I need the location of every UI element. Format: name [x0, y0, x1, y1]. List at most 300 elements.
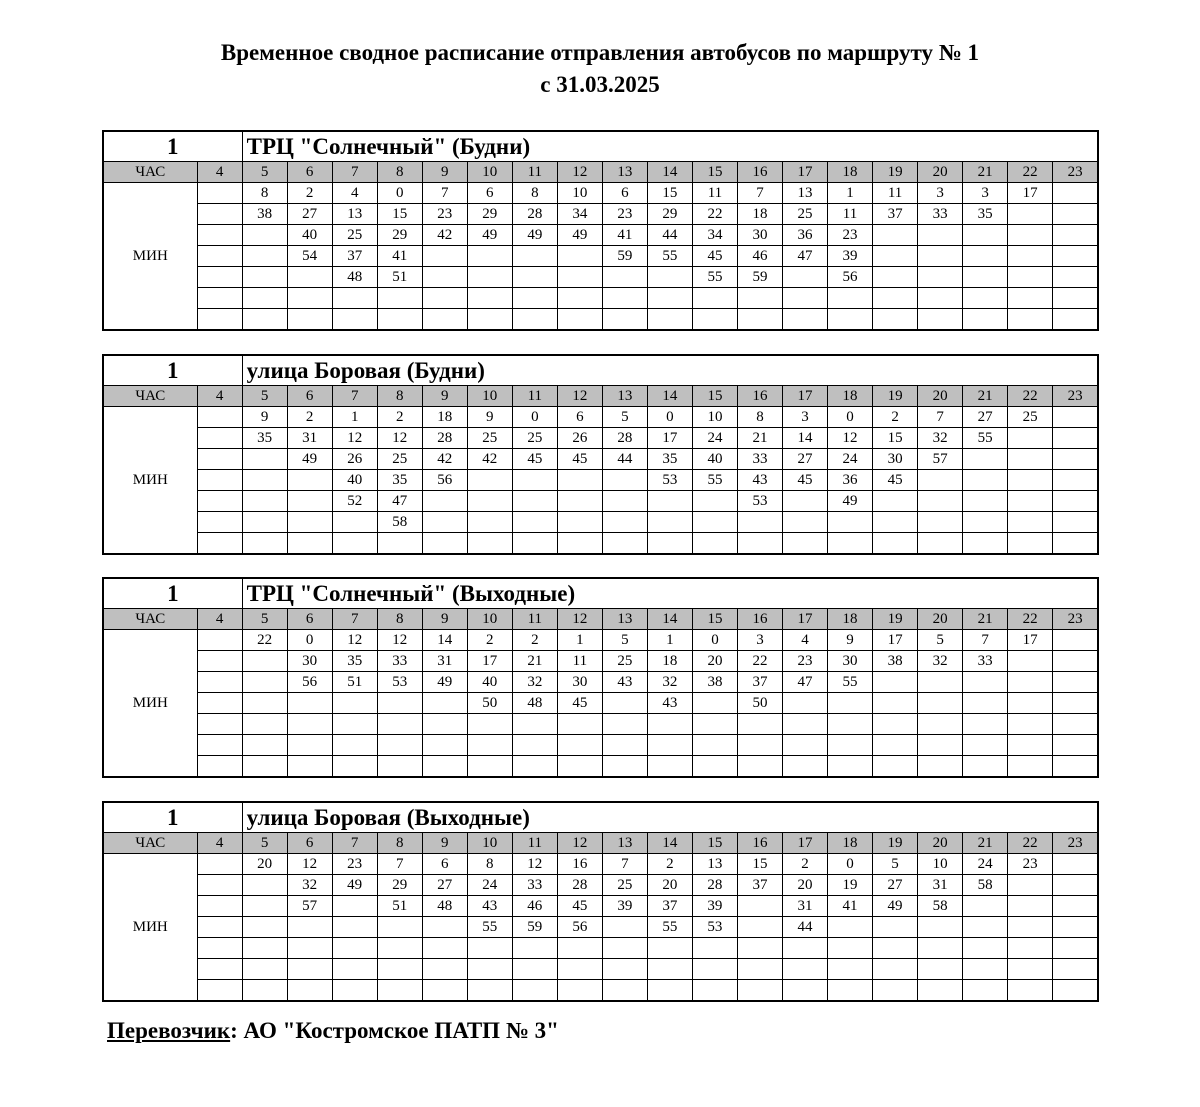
minute-cell: 49 [557, 225, 602, 246]
carrier-line [107, 1016, 559, 1046]
minute-cell-empty [197, 959, 242, 980]
hour-cell: 17 [782, 162, 827, 183]
minute-cell: 5 [602, 630, 647, 651]
minute-cell-empty [377, 309, 422, 331]
minute-cell-empty [467, 470, 512, 491]
minute-cell: 51 [332, 672, 377, 693]
minute-cell: 35 [377, 470, 422, 491]
minute-cell-empty [422, 267, 467, 288]
hour-cell: 20 [918, 386, 963, 407]
minute-cell-empty [963, 693, 1008, 714]
minute-cell-empty [557, 309, 602, 331]
minute-cell: 40 [332, 470, 377, 491]
minute-cell-empty [692, 714, 737, 735]
hour-label: ЧАС [103, 833, 197, 854]
minute-cell-empty [242, 491, 287, 512]
hour-cell: 8 [377, 162, 422, 183]
hour-cell: 6 [287, 833, 332, 854]
minute-cell: 59 [512, 917, 557, 938]
minute-cell-empty [197, 428, 242, 449]
minute-cell: 17 [1008, 630, 1053, 651]
minute-cell: 42 [422, 225, 467, 246]
minute-cell: 47 [783, 672, 828, 693]
minute-cell: 53 [692, 917, 737, 938]
minute-cell-empty [287, 491, 332, 512]
minute-cell-empty [467, 735, 512, 756]
minute-cell-empty [422, 288, 467, 309]
hour-cell: 14 [647, 833, 692, 854]
minute-cell-empty [602, 756, 647, 778]
hour-cell: 22 [1008, 162, 1053, 183]
minute-cell-empty [782, 288, 827, 309]
minute-cell: 31 [422, 651, 467, 672]
minute-cell: 59 [737, 267, 782, 288]
minute-cell-empty [512, 980, 557, 1002]
minute-cell: 23 [1008, 854, 1053, 875]
minute-cell: 49 [467, 225, 512, 246]
minute-cell-empty [422, 533, 467, 555]
minute-cell-empty [963, 309, 1008, 331]
minute-cell: 14 [782, 428, 827, 449]
minute-cell-empty [602, 512, 647, 533]
hour-cell: 6 [287, 162, 332, 183]
minute-cell-empty [647, 533, 692, 555]
minute-cell-empty [1053, 980, 1098, 1002]
minute-cell: 43 [737, 470, 782, 491]
minute-cell: 15 [873, 428, 918, 449]
minute-cell: 7 [377, 854, 422, 875]
hour-cell: 19 [873, 833, 918, 854]
minute-cell-empty [782, 533, 827, 555]
minute-cell-empty [873, 917, 918, 938]
minute-cell: 51 [377, 267, 422, 288]
minute-cell-empty [737, 917, 782, 938]
minute-cell: 36 [828, 470, 873, 491]
minute-cell-empty [782, 938, 827, 959]
minute-cell-empty [1008, 428, 1053, 449]
hour-cell: 21 [963, 162, 1008, 183]
minute-cell: 29 [377, 875, 422, 896]
minute-cell-empty [242, 875, 287, 896]
minute-cell: 25 [332, 225, 377, 246]
minute-cell: 38 [873, 651, 918, 672]
minute-cell-empty [332, 980, 377, 1002]
minute-cell-empty [737, 533, 782, 555]
minute-cell-empty [647, 938, 692, 959]
minute-cell: 31 [782, 896, 827, 917]
minute-cell-empty [377, 735, 422, 756]
minute-cell-empty [963, 672, 1008, 693]
minute-cell-empty [918, 246, 963, 267]
hour-cell: 10 [467, 609, 512, 630]
minute-cell-empty [828, 512, 873, 533]
schedule-table [102, 354, 1099, 555]
minute-cell-empty [197, 309, 242, 331]
minute-cell-empty [557, 938, 602, 959]
hour-cell: 14 [647, 609, 692, 630]
minute-cell: 44 [647, 225, 692, 246]
minute-cell-empty [963, 512, 1008, 533]
minute-cell: 23 [422, 204, 467, 225]
minute-cell: 11 [557, 651, 602, 672]
minute-cell-empty [512, 512, 557, 533]
minute-cell: 4 [783, 630, 828, 651]
hour-cell: 9 [422, 162, 467, 183]
minute-cell-empty [737, 959, 782, 980]
minute-cell: 49 [873, 896, 918, 917]
minute-cell-empty [197, 917, 242, 938]
minute-cell-empty [242, 735, 287, 756]
minute-cell-empty [918, 309, 963, 331]
minute-cell: 2 [287, 407, 332, 428]
minute-cell: 6 [467, 183, 512, 204]
minute-cell: 3 [782, 407, 827, 428]
hour-cell: 10 [467, 386, 512, 407]
minute-cell: 53 [377, 672, 422, 693]
minute-cell: 2 [467, 630, 512, 651]
minute-cell: 45 [557, 693, 602, 714]
minute-cell-empty [1053, 693, 1098, 714]
minute-cell-empty [377, 756, 422, 778]
minute-cell: 45 [692, 246, 737, 267]
minute-cell-empty [1008, 491, 1053, 512]
minute-cell-empty [692, 980, 737, 1002]
minute-cell-empty [828, 693, 873, 714]
minute-cell-empty [1053, 533, 1098, 555]
hour-cell: 19 [873, 162, 918, 183]
hour-cell: 12 [557, 162, 602, 183]
minute-cell: 34 [557, 204, 602, 225]
minute-cell-empty [602, 959, 647, 980]
minute-cell-empty [287, 959, 332, 980]
minute-cell: 59 [602, 246, 647, 267]
hour-cell: 4 [197, 833, 242, 854]
minute-cell-empty [737, 714, 782, 735]
minute-cell: 21 [512, 651, 557, 672]
minute-cell: 38 [242, 204, 287, 225]
minute-cell-empty [512, 533, 557, 555]
minute-cell-empty [287, 512, 332, 533]
minute-cell-empty [242, 651, 287, 672]
minute-cell: 24 [963, 854, 1008, 875]
hour-cell: 16 [737, 609, 782, 630]
minute-cell-empty [737, 309, 782, 331]
minute-cell-empty [783, 693, 828, 714]
minute-cell-empty [287, 714, 332, 735]
minute-cell-empty [873, 693, 918, 714]
minute-cell: 17 [467, 651, 512, 672]
minute-cell: 7 [963, 630, 1008, 651]
minute-cell: 17 [647, 428, 692, 449]
minute-cell: 33 [737, 449, 782, 470]
minute-cell-empty [873, 714, 918, 735]
minute-cell-empty [512, 959, 557, 980]
minute-cell-empty [828, 756, 873, 778]
minute-cell-empty [1008, 735, 1053, 756]
minute-cell-empty [692, 491, 737, 512]
minute-cell: 55 [647, 246, 692, 267]
minute-cell-empty [557, 959, 602, 980]
minute-cell-empty [1053, 672, 1098, 693]
minute-cell-empty [963, 267, 1008, 288]
hour-cell: 9 [422, 833, 467, 854]
minute-cell: 7 [737, 183, 782, 204]
minute-cell-empty [873, 672, 918, 693]
minute-cell: 10 [557, 183, 602, 204]
minute-cell: 26 [557, 428, 602, 449]
hour-cell: 4 [197, 386, 242, 407]
minute-cell-empty [692, 288, 737, 309]
minute-cell-empty [1053, 756, 1098, 778]
minute-cell-empty [197, 407, 242, 428]
minute-cell: 13 [692, 854, 737, 875]
hour-cell: 10 [467, 162, 512, 183]
minute-cell-empty [467, 980, 512, 1002]
hour-cell: 4 [197, 162, 242, 183]
minute-cell-empty [242, 959, 287, 980]
minute-cell: 12 [332, 630, 377, 651]
minute-cell-empty [647, 756, 692, 778]
minute-cell: 2 [512, 630, 557, 651]
schedule-table [102, 577, 1099, 778]
minute-cell-empty [1053, 875, 1098, 896]
minute-cell: 49 [828, 491, 873, 512]
minute-cell-empty [332, 288, 377, 309]
minute-cell: 43 [467, 896, 512, 917]
minute-cell-empty [692, 735, 737, 756]
minute-cell-empty [1053, 428, 1098, 449]
minute-cell: 39 [692, 896, 737, 917]
minute-cell: 6 [602, 183, 647, 204]
minute-cell-empty [782, 512, 827, 533]
hour-cell: 7 [332, 162, 377, 183]
minute-cell: 55 [467, 917, 512, 938]
minute-cell-empty [197, 693, 242, 714]
minute-cell-empty [512, 756, 557, 778]
minute-cell: 45 [557, 449, 602, 470]
minute-cell: 7 [918, 407, 963, 428]
minute-cell-empty [1053, 651, 1098, 672]
minute-cell: 28 [692, 875, 737, 896]
minute-cell-empty [873, 735, 918, 756]
minute-cell-empty [782, 309, 827, 331]
minute-cell: 0 [647, 407, 692, 428]
minute-cell-empty [242, 225, 287, 246]
minute-label: МИН [103, 630, 197, 778]
minute-cell-empty [422, 512, 467, 533]
hour-cell: 13 [602, 386, 647, 407]
minute-cell-empty [377, 693, 422, 714]
minute-cell-empty [197, 449, 242, 470]
minute-cell-empty [737, 896, 782, 917]
minute-cell: 33 [377, 651, 422, 672]
minute-cell-empty [1053, 959, 1098, 980]
minute-cell-empty [828, 288, 873, 309]
minute-cell-empty [737, 938, 782, 959]
minute-cell-empty [377, 533, 422, 555]
minute-cell-empty [512, 714, 557, 735]
minute-cell: 2 [287, 183, 332, 204]
minute-cell-empty [963, 288, 1008, 309]
minute-cell-empty [1008, 512, 1053, 533]
minute-cell-empty [783, 756, 828, 778]
minute-cell-empty [918, 533, 963, 555]
minute-cell-empty [1008, 449, 1053, 470]
minute-cell-empty [963, 714, 1008, 735]
minute-cell-empty [602, 309, 647, 331]
minute-cell: 1 [828, 183, 873, 204]
minute-cell-empty [1053, 449, 1098, 470]
minute-cell-empty [1008, 693, 1053, 714]
minute-cell-empty [1053, 183, 1098, 204]
minute-cell-empty [873, 309, 918, 331]
minute-cell-empty [1008, 672, 1053, 693]
minute-cell: 37 [873, 204, 918, 225]
minute-cell-empty [647, 735, 692, 756]
minute-cell-empty [602, 735, 647, 756]
minute-cell: 0 [377, 183, 422, 204]
minute-cell: 27 [422, 875, 467, 896]
minute-cell-empty [557, 533, 602, 555]
minute-cell-empty [467, 959, 512, 980]
hour-cell: 18 [828, 386, 873, 407]
minute-cell-empty [422, 714, 467, 735]
hour-cell: 21 [963, 833, 1008, 854]
minute-cell: 7 [422, 183, 467, 204]
minute-cell: 55 [828, 672, 873, 693]
minute-cell-empty [873, 512, 918, 533]
minute-cell-empty [557, 470, 602, 491]
minute-cell-empty [692, 959, 737, 980]
minute-cell: 45 [512, 449, 557, 470]
minute-cell: 15 [377, 204, 422, 225]
minute-cell-empty [782, 980, 827, 1002]
minute-cell-empty [602, 288, 647, 309]
minute-cell: 57 [287, 896, 332, 917]
hour-cell: 16 [737, 162, 782, 183]
minute-cell-empty [873, 938, 918, 959]
minute-cell-empty [647, 980, 692, 1002]
minute-cell-empty [918, 267, 963, 288]
minute-cell: 23 [602, 204, 647, 225]
minute-cell: 46 [512, 896, 557, 917]
minute-cell: 10 [918, 854, 963, 875]
minute-cell: 17 [1008, 183, 1053, 204]
minute-cell-empty [1053, 917, 1098, 938]
hour-cell: 20 [918, 609, 963, 630]
minute-cell: 40 [467, 672, 512, 693]
minute-cell-empty [1008, 714, 1053, 735]
minute-cell-empty [782, 491, 827, 512]
minute-cell: 33 [918, 204, 963, 225]
minute-cell-empty [422, 980, 467, 1002]
hour-label: ЧАС [103, 609, 197, 630]
minute-cell-empty [332, 735, 377, 756]
hour-cell: 9 [422, 609, 467, 630]
hour-cell: 18 [828, 833, 873, 854]
minute-cell-empty [1053, 470, 1098, 491]
hour-cell: 22 [1008, 609, 1053, 630]
minute-cell-empty [1053, 938, 1098, 959]
minute-cell: 55 [963, 428, 1008, 449]
minute-cell-empty [1008, 896, 1053, 917]
minute-cell-empty [422, 309, 467, 331]
minute-cell-empty [963, 246, 1008, 267]
minute-cell: 12 [332, 428, 377, 449]
minute-cell-empty [422, 938, 467, 959]
minute-cell-empty [737, 512, 782, 533]
minute-cell-empty [1053, 309, 1098, 331]
minute-cell-empty [918, 714, 963, 735]
minute-cell-empty [1008, 470, 1053, 491]
minute-cell-empty [242, 246, 287, 267]
hour-cell: 13 [602, 833, 647, 854]
minute-cell-empty [512, 938, 557, 959]
minute-cell-empty [332, 938, 377, 959]
minute-cell-empty [873, 980, 918, 1002]
minute-cell: 45 [782, 470, 827, 491]
minute-cell-empty [963, 756, 1008, 778]
minute-cell-empty [242, 896, 287, 917]
minute-cell: 1 [557, 630, 602, 651]
minute-cell-empty [512, 470, 557, 491]
hour-cell: 11 [512, 609, 557, 630]
minute-cell: 47 [782, 246, 827, 267]
minute-cell-empty [963, 470, 1008, 491]
minute-cell: 53 [737, 491, 782, 512]
minute-cell-empty [918, 288, 963, 309]
minute-cell-empty [197, 735, 242, 756]
minute-cell: 31 [287, 428, 332, 449]
minute-cell-empty [287, 267, 332, 288]
minute-cell: 43 [647, 693, 692, 714]
carrier-label: Перевозчик [107, 1018, 231, 1043]
minute-cell: 37 [737, 875, 782, 896]
hour-cell: 22 [1008, 386, 1053, 407]
minute-cell-empty [332, 917, 377, 938]
route-number: 1 [103, 131, 242, 162]
minute-cell-empty [1053, 854, 1098, 875]
minute-cell: 32 [918, 651, 963, 672]
minute-cell-empty [828, 917, 873, 938]
minute-cell-empty [692, 756, 737, 778]
hour-cell: 19 [873, 609, 918, 630]
minute-cell: 18 [737, 204, 782, 225]
minute-cell: 29 [647, 204, 692, 225]
minute-cell-empty [918, 938, 963, 959]
minute-cell: 0 [692, 630, 737, 651]
minute-cell-empty [1008, 267, 1053, 288]
minute-cell: 11 [692, 183, 737, 204]
minute-cell-empty [1053, 246, 1098, 267]
minute-cell-empty [1053, 225, 1098, 246]
minute-cell-empty [557, 735, 602, 756]
minute-cell: 38 [692, 672, 737, 693]
minute-cell-empty [467, 714, 512, 735]
minute-cell-empty [918, 756, 963, 778]
minute-cell: 29 [377, 225, 422, 246]
hour-cell: 14 [647, 162, 692, 183]
minute-cell: 20 [242, 854, 287, 875]
minute-cell: 32 [287, 875, 332, 896]
minute-cell-empty [197, 875, 242, 896]
minute-cell-empty [1053, 735, 1098, 756]
hour-label: ЧАС [103, 386, 197, 407]
minute-cell: 22 [692, 204, 737, 225]
minute-cell: 3 [918, 183, 963, 204]
minute-cell-empty [197, 672, 242, 693]
minute-cell: 2 [647, 854, 692, 875]
